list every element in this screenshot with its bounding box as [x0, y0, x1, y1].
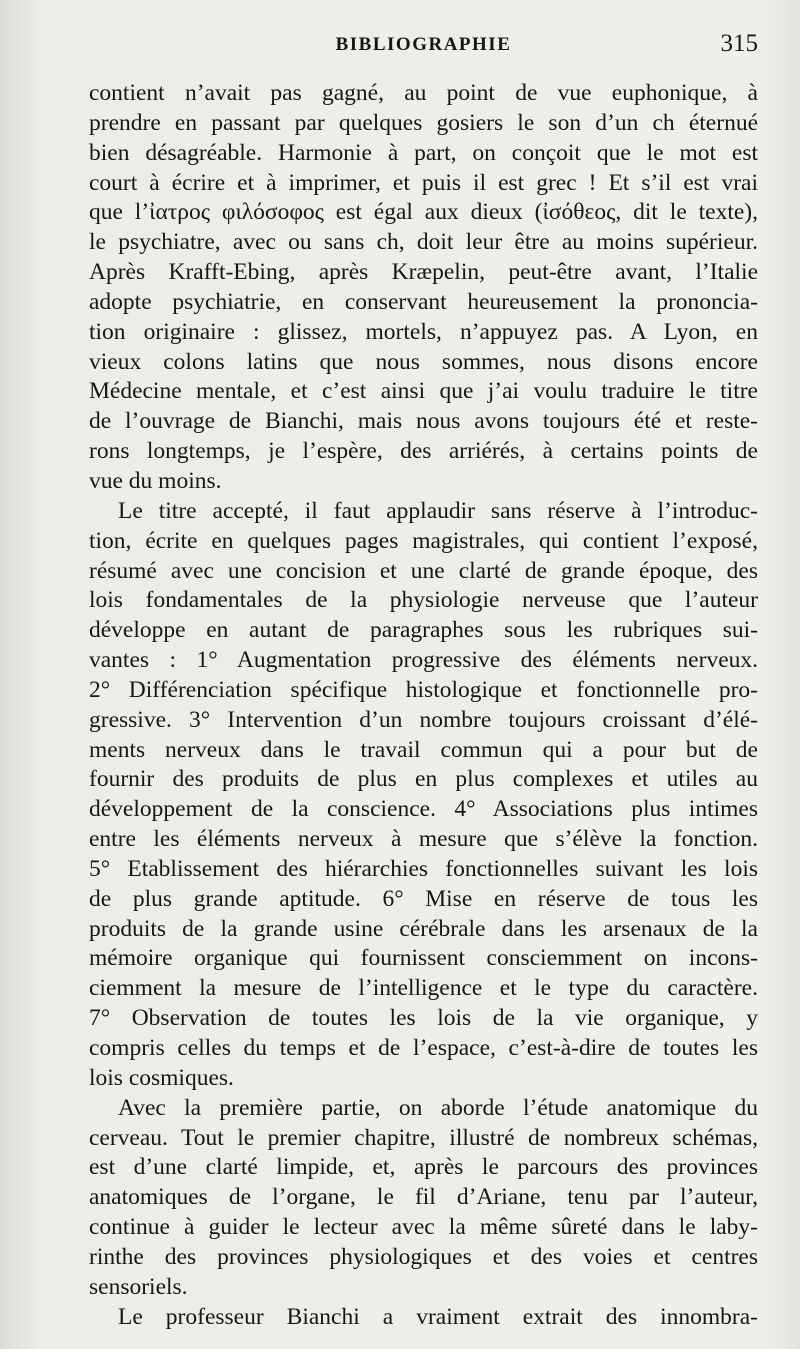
- page-number: 315: [720, 30, 758, 57]
- text-line: vieux colons latins que nous sommes, nous disons encore: [89, 348, 758, 375]
- body-text: [89, 79, 758, 1332]
- text-line: entre les éléments nerveux à mesure que s’élève la fonction.: [89, 826, 758, 853]
- text-line: tion, écrite en quelques pages magistrales, qui contient l’exposé,: [89, 527, 758, 554]
- text-line: le psychiatre, avec ou sans ch, doit leur être au moins supérieur.: [89, 229, 758, 256]
- text-line: rons longtemps, je l’espère, des arriérés, à certains points de: [89, 438, 758, 465]
- text-line: 2° Différenciation spécifique histologique et fonctionnelle pro-: [89, 676, 758, 703]
- text-line: Le titre accepté, il faut applaudir sans réserve à l’introduc-: [118, 497, 758, 524]
- text-line: que l’ἰατρος φιλόσοφος est égal aux dieux (ἰσόθεος, dit le texte),: [89, 199, 758, 226]
- text-line: Avec la première partie, on aborde l’étude anatomique du: [118, 1094, 758, 1121]
- text-line: contient n’avait pas gagné, au point de vue euphonique, à: [89, 80, 758, 106]
- text-line: développement de la conscience. 4° Associations plus intimes: [89, 796, 758, 823]
- text-line: bien désagréable. Harmonie à part, on conçoit que le mot est: [89, 139, 758, 166]
- text-line: anatomiques de l’organe, le fil d’Ariane, tenu par l’auteur,: [89, 1184, 758, 1211]
- text-line: Après Krafft-Ebing, après Kræpelin, peut-être avant, l’Italie: [89, 259, 758, 286]
- running-title: BIBLIOGRAPHIE: [335, 34, 512, 55]
- text-line: adopte psychiatrie, en conservant heureusement la prononcia-: [89, 288, 758, 315]
- text-line: 5° Etablissement des hiérarchies fonctionnelles suivant les lois: [89, 855, 758, 882]
- text-line: gressive. 3° Intervention d’un nombre toujours croissant d’élé-: [89, 706, 758, 733]
- text-line: produits de la grande usine cérébrale dans les arsenaux de la: [89, 915, 758, 942]
- text-line: 7° Observation de toutes les lois de la vie organique, y: [89, 1005, 758, 1032]
- text-line: sensoriels.: [89, 1273, 188, 1300]
- text-line: continue à guider le lecteur avec la même sûreté dans le laby-: [89, 1214, 758, 1241]
- text-line: résumé avec une concision et une clarté de grande époque, des: [89, 557, 758, 584]
- text-line: de l’ouvrage de Bianchi, mais nous avons toujours été et reste-: [89, 408, 758, 435]
- text-line: Le professeur Bianchi a vraiment extrait des innombra-: [118, 1303, 758, 1330]
- text-line: ciemment la mesure de l’intelligence et le type du caractère.: [89, 975, 758, 1002]
- text-line: de plus grande aptitude. 6° Mise en réserve de tous les: [89, 885, 758, 912]
- text-line: mémoire organique qui fournissent consciemment on incons-: [89, 945, 758, 972]
- text-line: tion originaire : glissez, mortels, n’appuyez pas. A Lyon, en: [89, 318, 758, 345]
- text-line: lois cosmiques.: [89, 1064, 234, 1091]
- text-line: vue du moins.: [89, 467, 222, 494]
- text-line: Médecine mentale, et c’est ainsi que j’ai voulu traduire le titre: [89, 378, 758, 405]
- text-line: lois fondamentales de la physiologie nerveuse que l’auteur: [89, 587, 758, 614]
- text-line: ments nerveux dans le travail commun qui a pour but de: [89, 736, 758, 763]
- text-line: vantes : 1° Augmentation progressive des éléments nerveux.: [89, 647, 758, 674]
- text-line: développe en autant de paragraphes sous les rubriques sui-: [89, 617, 758, 644]
- text-line: est d’une clarté limpide, et, après le parcours des provinces: [89, 1154, 758, 1181]
- text-line: court à écrire et à imprimer, et puis il est grec ! Et s’il est vrai: [89, 169, 758, 196]
- text-line: cerveau. Tout le premier chapitre, illustré de nombreux schémas,: [89, 1124, 758, 1151]
- text-line: compris celles du temps et de l’espace, c’est-à-dire de toutes les: [89, 1035, 758, 1061]
- text-line: rinthe des provinces physiologiques et des voies et centres: [89, 1243, 758, 1270]
- running-head: [89, 30, 758, 64]
- text-line: fournir des produits de plus en plus complexes et utiles au: [89, 766, 758, 793]
- text-line: prendre en passant par quelques gosiers le son d’un ch éternué: [89, 109, 758, 136]
